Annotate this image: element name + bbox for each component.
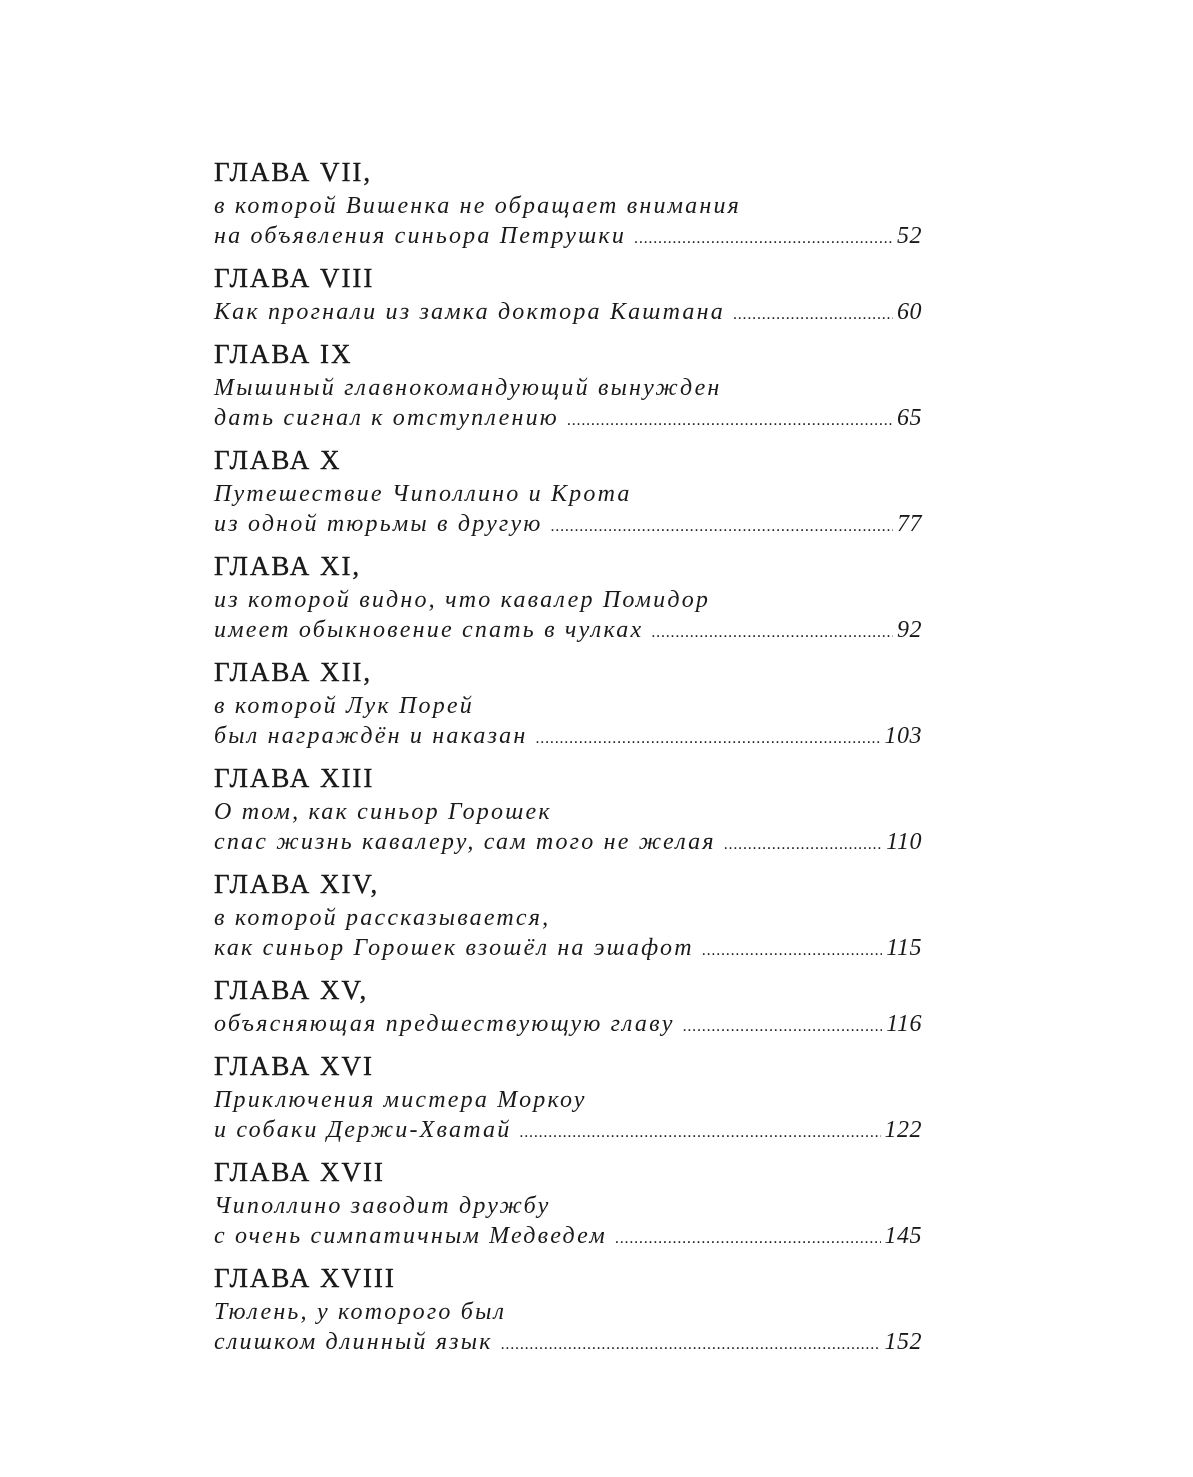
chapter-title-last-line bbox=[214, 221, 922, 251]
chapter-title-last-line bbox=[214, 721, 922, 751]
page-number: 77 bbox=[897, 511, 922, 537]
chapter-title-last-line bbox=[214, 933, 922, 963]
toc-entry bbox=[214, 1153, 922, 1251]
chapter-title-line: О том, как синьор Горошек bbox=[214, 799, 552, 825]
chapter-title-last-line bbox=[214, 1221, 922, 1251]
chapter-heading: ГЛАВА IX bbox=[214, 339, 353, 369]
toc-entry bbox=[214, 547, 922, 645]
chapter-title-line: из которой видно, что кавалер Помидор bbox=[214, 587, 711, 613]
chapter-heading: ГЛАВА X bbox=[214, 445, 342, 475]
page-number: 60 bbox=[897, 299, 922, 325]
chapter-title-line: Мышиный главнокомандующий вынужден bbox=[214, 375, 722, 401]
chapter-title-last-line bbox=[214, 1327, 922, 1357]
dot-leader bbox=[536, 724, 881, 754]
chapter-heading: ГЛАВА XVII bbox=[214, 1157, 385, 1187]
chapter-heading: ГЛАВА XVIII bbox=[214, 1263, 396, 1293]
chapter-title-last-line bbox=[214, 1009, 922, 1039]
chapter-title-text: слишком длинный язык bbox=[214, 1329, 493, 1355]
chapter-title-text: спас жизнь кавалеру, сам того не желая bbox=[214, 829, 716, 855]
chapter-title-line: в которой Вишенка не обращает внимания bbox=[214, 193, 742, 219]
chapter-title-line: в которой Лук Порей bbox=[214, 693, 474, 719]
page-number: 52 bbox=[897, 223, 922, 249]
dot-leader bbox=[550, 512, 893, 542]
page-number: 145 bbox=[884, 1223, 922, 1249]
chapter-heading: ГЛАВА XI, bbox=[214, 551, 362, 581]
toc-entry bbox=[214, 441, 922, 539]
toc-entry bbox=[214, 335, 922, 433]
toc-entry bbox=[214, 865, 922, 963]
dot-leader bbox=[724, 830, 883, 860]
chapter-title-text: был награждён и наказан bbox=[214, 723, 528, 749]
chapter-heading: ГЛАВА VIII bbox=[214, 263, 375, 293]
chapter-title-text: объясняющая предшествующую главу bbox=[214, 1011, 675, 1037]
chapter-title-line: Чиполлино заводит дружбу bbox=[214, 1193, 551, 1219]
chapter-title-line: в которой рассказывается, bbox=[214, 905, 551, 931]
dot-leader bbox=[567, 406, 893, 436]
page-number: 116 bbox=[886, 1011, 922, 1037]
toc-entry bbox=[214, 971, 922, 1039]
dot-leader bbox=[501, 1330, 881, 1360]
page-number: 115 bbox=[886, 935, 922, 961]
chapter-heading: ГЛАВА XIII bbox=[214, 763, 375, 793]
chapter-title-last-line bbox=[214, 615, 922, 645]
dot-leader bbox=[683, 1012, 883, 1042]
page-number: 92 bbox=[897, 617, 922, 643]
chapter-heading: ГЛАВА XIV, bbox=[214, 869, 380, 899]
chapter-heading: ГЛАВА XVI bbox=[214, 1051, 374, 1081]
dot-leader bbox=[651, 618, 893, 648]
page-number: 110 bbox=[886, 829, 922, 855]
toc-entry bbox=[214, 759, 922, 857]
chapter-title-text: дать сигнал к отступлению bbox=[214, 405, 559, 431]
dot-leader bbox=[615, 1224, 881, 1254]
chapter-title-line: Тюлень, у которого был bbox=[214, 1299, 507, 1325]
chapter-title-text: на объявления синьора Петрушки bbox=[214, 223, 627, 249]
chapter-title-text: из одной тюрьмы в другую bbox=[214, 511, 543, 537]
chapter-title-line: Приключения мистера Моркоу bbox=[214, 1087, 587, 1113]
toc-entry bbox=[214, 1047, 922, 1145]
chapter-title-text: с очень симпатичным Медведем bbox=[214, 1223, 607, 1249]
chapter-title-last-line bbox=[214, 827, 922, 857]
chapter-title-text: Как прогнали из замка доктора Каштана bbox=[214, 299, 725, 325]
chapter-title-last-line bbox=[214, 509, 922, 539]
chapter-title-text: имеет обыкновение спать в чулках bbox=[214, 617, 644, 643]
toc-entry bbox=[214, 259, 922, 327]
chapter-title-text: как синьор Горошек взошёл на эшафот bbox=[214, 935, 694, 961]
page-number: 103 bbox=[884, 723, 922, 749]
dot-leader bbox=[733, 300, 893, 330]
dot-leader bbox=[702, 936, 882, 966]
chapter-title-last-line bbox=[214, 297, 922, 327]
chapter-heading: ГЛАВА VII, bbox=[214, 157, 373, 187]
chapter-heading: ГЛАВА XV, bbox=[214, 975, 369, 1005]
page-number: 152 bbox=[884, 1329, 922, 1355]
chapter-title-last-line bbox=[214, 1115, 922, 1145]
chapter-title-line: Путешествие Чиполлино и Крота bbox=[214, 481, 632, 507]
dot-leader bbox=[519, 1118, 880, 1148]
table-of-contents bbox=[214, 153, 922, 1365]
chapter-heading: ГЛАВА XII, bbox=[214, 657, 373, 687]
toc-entry bbox=[214, 653, 922, 751]
toc-entry bbox=[214, 153, 922, 251]
toc-entry bbox=[214, 1259, 922, 1357]
dot-leader bbox=[634, 224, 893, 254]
chapter-title-text: и собаки Держи-Хватай bbox=[214, 1117, 512, 1143]
page-number: 122 bbox=[884, 1117, 922, 1143]
page-number: 65 bbox=[897, 405, 922, 431]
chapter-title-last-line bbox=[214, 403, 922, 433]
